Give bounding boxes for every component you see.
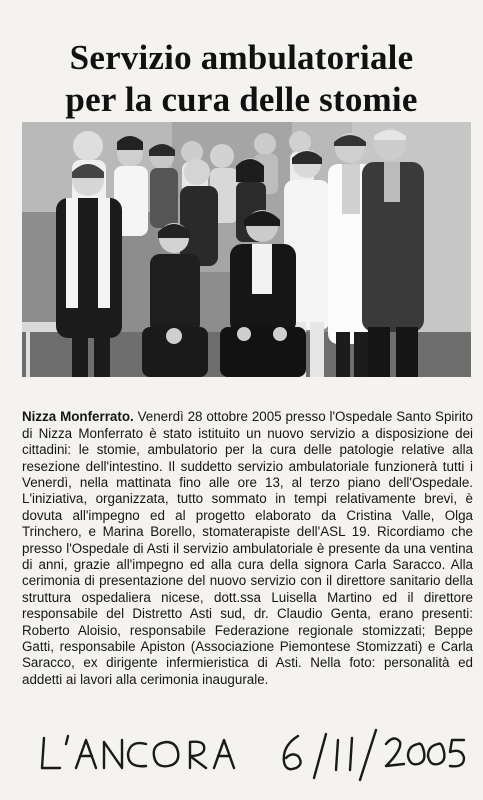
article-dateline: Nizza Monferrato. <box>22 409 134 425</box>
headline-line-1: Servizio ambulatoriale <box>69 38 414 78</box>
article-text: Venerdì 28 ottobre 2005 presso l'Ospedale Santo Spirito di Nizza Monferrato è stato istituito un nuovo servizio a disposizione dei cittadini: le stomie, ambulatorio per la cura delle patologie relative alla resezione dell'intestino. Il suddetto servizio ambulatoriale funzionerà tutti i Venerdì, nella mattinata fino alle ore 13, al terzo piano dell'Ospedale. L'iniziativa, organizzata, tutto sommato in tempi relativamente brevi, è dovuta all'impegno ed al progetto elaborato da Cristina Valle, Olga Trinchero, e Marina Borello, stomaterapiste dell'ASL 19. Ricordiamo che presso l'Ospedale di Asti il servizio ambulatoriale è presente da una ventina di anni, grazie all'impegno ed alla cura della signora Carla Saracco. Alla cerimonia di presentazione del nuovo servizio con il direttore sanitario della struttura ospedaliera nicese, dott.ssa Luisella Martino ed il direttore responsabile del Distretto Asti sud, dr. Claudio Genta, erano presenti: Roberto Aloisio, responsabile Federazione regionale stomizzati; Beppe Gatti, responsabile Apiston (Associazione Piemontese Stomizzati) e Carla Saracco, ex dirigente infermieristica di Asti. Nella foto: personalità ed addetti ai lavori alla cerimonia inaugurale. <box>22 409 473 687</box>
article-body <box>22 409 473 688</box>
headline-line-2: per la cura delle stomie <box>65 80 418 120</box>
headline <box>10 37 473 121</box>
group-photo <box>22 122 471 377</box>
handwritten-signature <box>30 722 470 782</box>
